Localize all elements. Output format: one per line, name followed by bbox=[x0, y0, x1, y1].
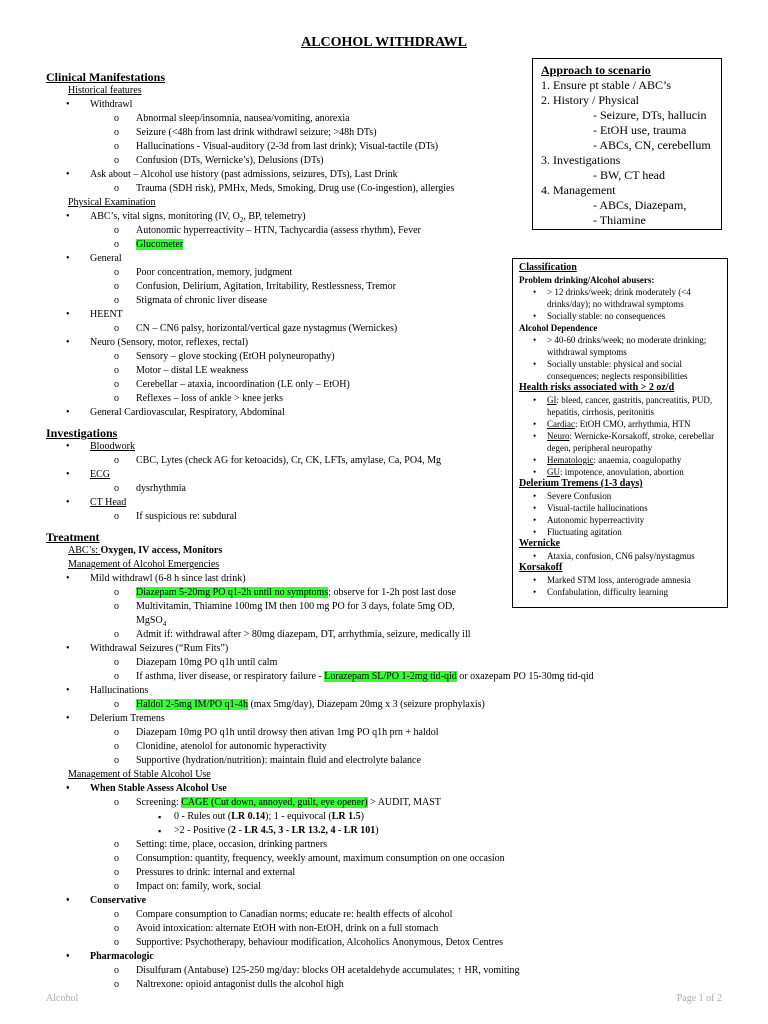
list-item: o Impact on: family, work, social bbox=[46, 880, 746, 894]
list-item: o Supportive: Psychotherapy, behaviour modification, Alcoholics Anonymous, Detox Centres bbox=[46, 936, 746, 950]
list-item: • > 40-60 drinks/week; no moderate drinking; withdrawal symptoms bbox=[519, 334, 721, 358]
list-item: o Haldol 2-5mg IM/PO q1-4h (max 5mg/day), Diazepam 20mg x 3 (seizure prophylaxis) bbox=[46, 698, 746, 712]
list-item: o Admit if: withdrawal after > 80mg diazepam, DT, arrhythmia, seizure, medically ill bbox=[46, 628, 746, 642]
list-item: • Neuro (Sensory, motor, reflexes, rectal) bbox=[46, 336, 746, 350]
list-item: o Reflexes – loss of ankle > knee jerks bbox=[46, 392, 746, 406]
list-item: o Setting: time, place, occasion, drinking partners bbox=[46, 838, 746, 852]
list-item: • Hematologic: anaemia, coagulopathy bbox=[519, 454, 721, 466]
approach-heading: Approach to scenario bbox=[541, 63, 651, 77]
list-item: o Hallucinations - Visual-auditory (2-3d from last drink); Visual-tactile (DTs) bbox=[46, 140, 746, 154]
list-item: o Glucometer bbox=[46, 238, 746, 252]
list-item: o Cerebellar – ataxia, incoordination (LE only – EtOH) bbox=[46, 378, 746, 392]
list-item: • Severe Confusion bbox=[519, 490, 721, 502]
approach-line: - Thiamine bbox=[593, 213, 646, 227]
wernicke-title: Wernicke bbox=[519, 538, 561, 549]
list-item: • Hallucinations bbox=[46, 684, 746, 698]
list-item: • Socially stable: no consequences bbox=[519, 310, 721, 322]
list-item: o Supportive (hydration/nutrition): maintain fluid and electrolyte balance bbox=[46, 754, 746, 768]
list-item: o Pressures to drink: internal and external bbox=[46, 866, 746, 880]
list-item: • Ataxia, confusion, CN6 palsy/nystagmus bbox=[519, 550, 721, 562]
list-item: o Screening: CAGE (Cut down, annoyed, guilt, eye opener) > AUDIT, MAST bbox=[46, 796, 746, 810]
list-item: o If suspicious re: subdural bbox=[46, 510, 746, 524]
list-item: • Pharmacologic bbox=[46, 950, 746, 964]
list-item: o Naltrexone: opioid antagonist dulls the alcohol high bbox=[46, 978, 746, 992]
list-item: • General Cardiovascular, Respiratory, Abdominal bbox=[46, 406, 746, 420]
approach-line: - Seizure, DTs, hallucin bbox=[593, 108, 707, 122]
list-item: ▪ 0 - Rules out (LR 0.14); 1 - equivocal (LR 1.5) bbox=[46, 810, 746, 824]
list-item: o Confusion (DTs, Wernicke’s), Delusions (DTs) bbox=[46, 154, 746, 168]
approach-line: - BW, CT head bbox=[593, 168, 665, 182]
list-item: • Marked STM loss, anterograde amnesia bbox=[519, 574, 721, 586]
list-item: o CN – CN6 palsy, horizontal/vertical gaze nystagmus (Wernickes) bbox=[46, 322, 746, 336]
list-item: • Neuro: Wernicke-Korsakoff, stroke, cerebellar degen, peripheral neuropathy bbox=[519, 430, 721, 454]
list-item: • Cardiac: EtOH CMO, arrhythmia, HTN bbox=[519, 418, 721, 430]
list-item: o Abnormal sleep/insomnia, nausea/vomiting, anorexia bbox=[46, 112, 746, 126]
list-item: o Avoid intoxication: alternate EtOH with non-EtOH, drink on a full stomach bbox=[46, 922, 746, 936]
footer-label: Alcohol bbox=[46, 993, 79, 1004]
risks-title: Health risks associated with > 2 oz/d bbox=[519, 382, 675, 393]
list-item: o Disulfuram (Antabuse) 125-250 mg/day: blocks OH acetaldehyde accumulates; ↑ HR, vomiting bbox=[46, 964, 746, 978]
approach-line: - ABCs, Diazepam, bbox=[593, 198, 687, 212]
list-item: o CBC, Lytes (check AG for ketoacids), Cr, CK, LFTs, amylase, Ca, PO4, Mg bbox=[46, 454, 746, 468]
list-item: o Poor concentration, memory, judgment bbox=[46, 266, 746, 280]
list-item: • Ask about – Alcohol use history (past admissions, seizures, DTs), Last Drink bbox=[46, 168, 746, 182]
section-heading: Clinical Manifestations bbox=[46, 70, 165, 84]
list-item: o Confusion, Delirium, Agitation, Irritability, Restlessness, Tremor bbox=[46, 280, 746, 294]
list-item: o If asthma, liver disease, or respiratory failure - Lorazepam SL/PO 1-2mg tid-qid or oxazepam PO 15-30mg tid-qid bbox=[46, 670, 746, 684]
list-item-continuation: MgSO$_4$ bbox=[136, 615, 167, 628]
abcs-line: ABC’s: Oxygen, IV access, Monitors bbox=[68, 545, 223, 556]
page-number: Page 1 of 2 bbox=[676, 993, 722, 1004]
classification-heading: Classification bbox=[519, 262, 577, 273]
list-item: • GU: impotence, anovulation, abortion bbox=[519, 466, 721, 478]
list-item: • When Stable Assess Alcohol Use bbox=[46, 782, 746, 796]
list-item: • Withdrawal Seizures (“Rum Fits”) bbox=[46, 642, 746, 656]
list-item: o Trauma (SDH risk), PMHx, Meds, Smoking, Drug use (Co-ingestion), allergies bbox=[46, 182, 746, 196]
list-item: • Withdrawl bbox=[46, 98, 746, 112]
list-item: • HEENT bbox=[46, 308, 746, 322]
list-item: o Motor – distal LE weakness bbox=[46, 364, 746, 378]
approach-line: 4. Management bbox=[541, 183, 616, 197]
list-item: o Diazepam 5-20mg PO q1-2h until no symptoms; observe for 1-2h post last dose bbox=[46, 586, 746, 600]
list-item: o dysrhythmia bbox=[46, 482, 746, 496]
list-item: o Diazepam 10mg PO q1h until calm bbox=[46, 656, 746, 670]
subsection-heading: Historical features bbox=[68, 85, 142, 96]
list-item: • CT Head bbox=[46, 496, 746, 510]
list-item: • Confabulation, difficulty learning bbox=[519, 586, 721, 598]
list-item: • Fluctuating agitation bbox=[519, 526, 721, 538]
list-item: • ECG bbox=[46, 468, 746, 482]
list-item: o Stigmata of chronic liver disease bbox=[46, 294, 746, 308]
list-item: o Multivitamin, Thiamine 100mg IM then 100 mg PO for 3 days, folate 5mg OD, bbox=[46, 600, 746, 614]
list-item: ▪ >2 - Positive (2 - LR 4.5, 3 - LR 13.2, 4 - LR 101) bbox=[46, 824, 746, 838]
list-item: • ABC’s, vital signs, monitoring (IV, $O_2$, BP, telemetry) bbox=[46, 210, 746, 224]
list-item: o Autonomic hyperreactivity – HTN, Tachycardia (assess rhythm), Fever bbox=[46, 224, 746, 238]
list-item: • Visual-tactile hallucinations bbox=[519, 502, 721, 514]
list-item: • > 12 drinks/week; drink moderately (<4 drinks/day); no withdrawal symptoms bbox=[519, 286, 721, 310]
list-item: o Compare consumption to Canadian norms; educate re: health effects of alcohol bbox=[46, 908, 746, 922]
section-heading: Treatment bbox=[46, 530, 100, 544]
subsection-heading: Management of Stable Alcohol Use bbox=[68, 769, 211, 780]
dependence-title: Alcohol Dependence bbox=[519, 323, 598, 333]
list-item: o Sensory – glove stocking (EtOH polyneuropathy) bbox=[46, 350, 746, 364]
approach-line: - ABCs, CN, cerebellum bbox=[593, 138, 711, 152]
section-heading: Investigations bbox=[46, 426, 118, 440]
list-item: • Conservative bbox=[46, 894, 746, 908]
subsection-heading: Physical Examination bbox=[68, 197, 156, 208]
approach-line: - EtOH use, trauma bbox=[593, 123, 687, 137]
korsakoff-title: Korsakoff bbox=[519, 562, 563, 573]
approach-line: 2. History / Physical bbox=[541, 93, 639, 107]
list-item: • Socially unstable: physical and social consequences; neglects responsibilities bbox=[519, 358, 721, 382]
list-item: • Autonomic hyperreactivity bbox=[519, 514, 721, 526]
list-item: o Consumption: quantity, frequency, weekly amount, maximum consumption on one occasion bbox=[46, 852, 746, 866]
page-title: ALCOHOL WITHDRAWL bbox=[301, 35, 467, 50]
list-item: o Clonidine, atenolol for autonomic hyperactivity bbox=[46, 740, 746, 754]
list-item: • Delerium Tremens bbox=[46, 712, 746, 726]
dt-title: Delerium Tremens (1-3 days) bbox=[519, 478, 643, 489]
list-item: • Mild withdrawl (6-8 h since last drink) bbox=[46, 572, 746, 586]
list-item: • Bloodwork bbox=[46, 440, 746, 454]
main-content bbox=[46, 70, 746, 992]
list-item: o Seizure (<48h from last drink withdrawl seizure; >48h DTs) bbox=[46, 126, 746, 140]
list-item: • General bbox=[46, 252, 746, 266]
subsection-heading: Management of Alcohol Emergencies bbox=[68, 559, 220, 570]
abusers-title: Problem drinking/Alcohol abusers: bbox=[519, 275, 655, 285]
approach-line: 3. Investigations bbox=[541, 153, 621, 167]
list-item: o Diazepam 10mg PO q1h until drowsy then ativan 1mg PO q1h prn + haldol bbox=[46, 726, 746, 740]
list-item: • GI: bleed, cancer, gastritis, pancreatitis, PUD, hepatitis, cirrhosis, peritonitis bbox=[519, 394, 721, 418]
approach-line: 1. Ensure pt stable / ABC’s bbox=[541, 78, 671, 92]
